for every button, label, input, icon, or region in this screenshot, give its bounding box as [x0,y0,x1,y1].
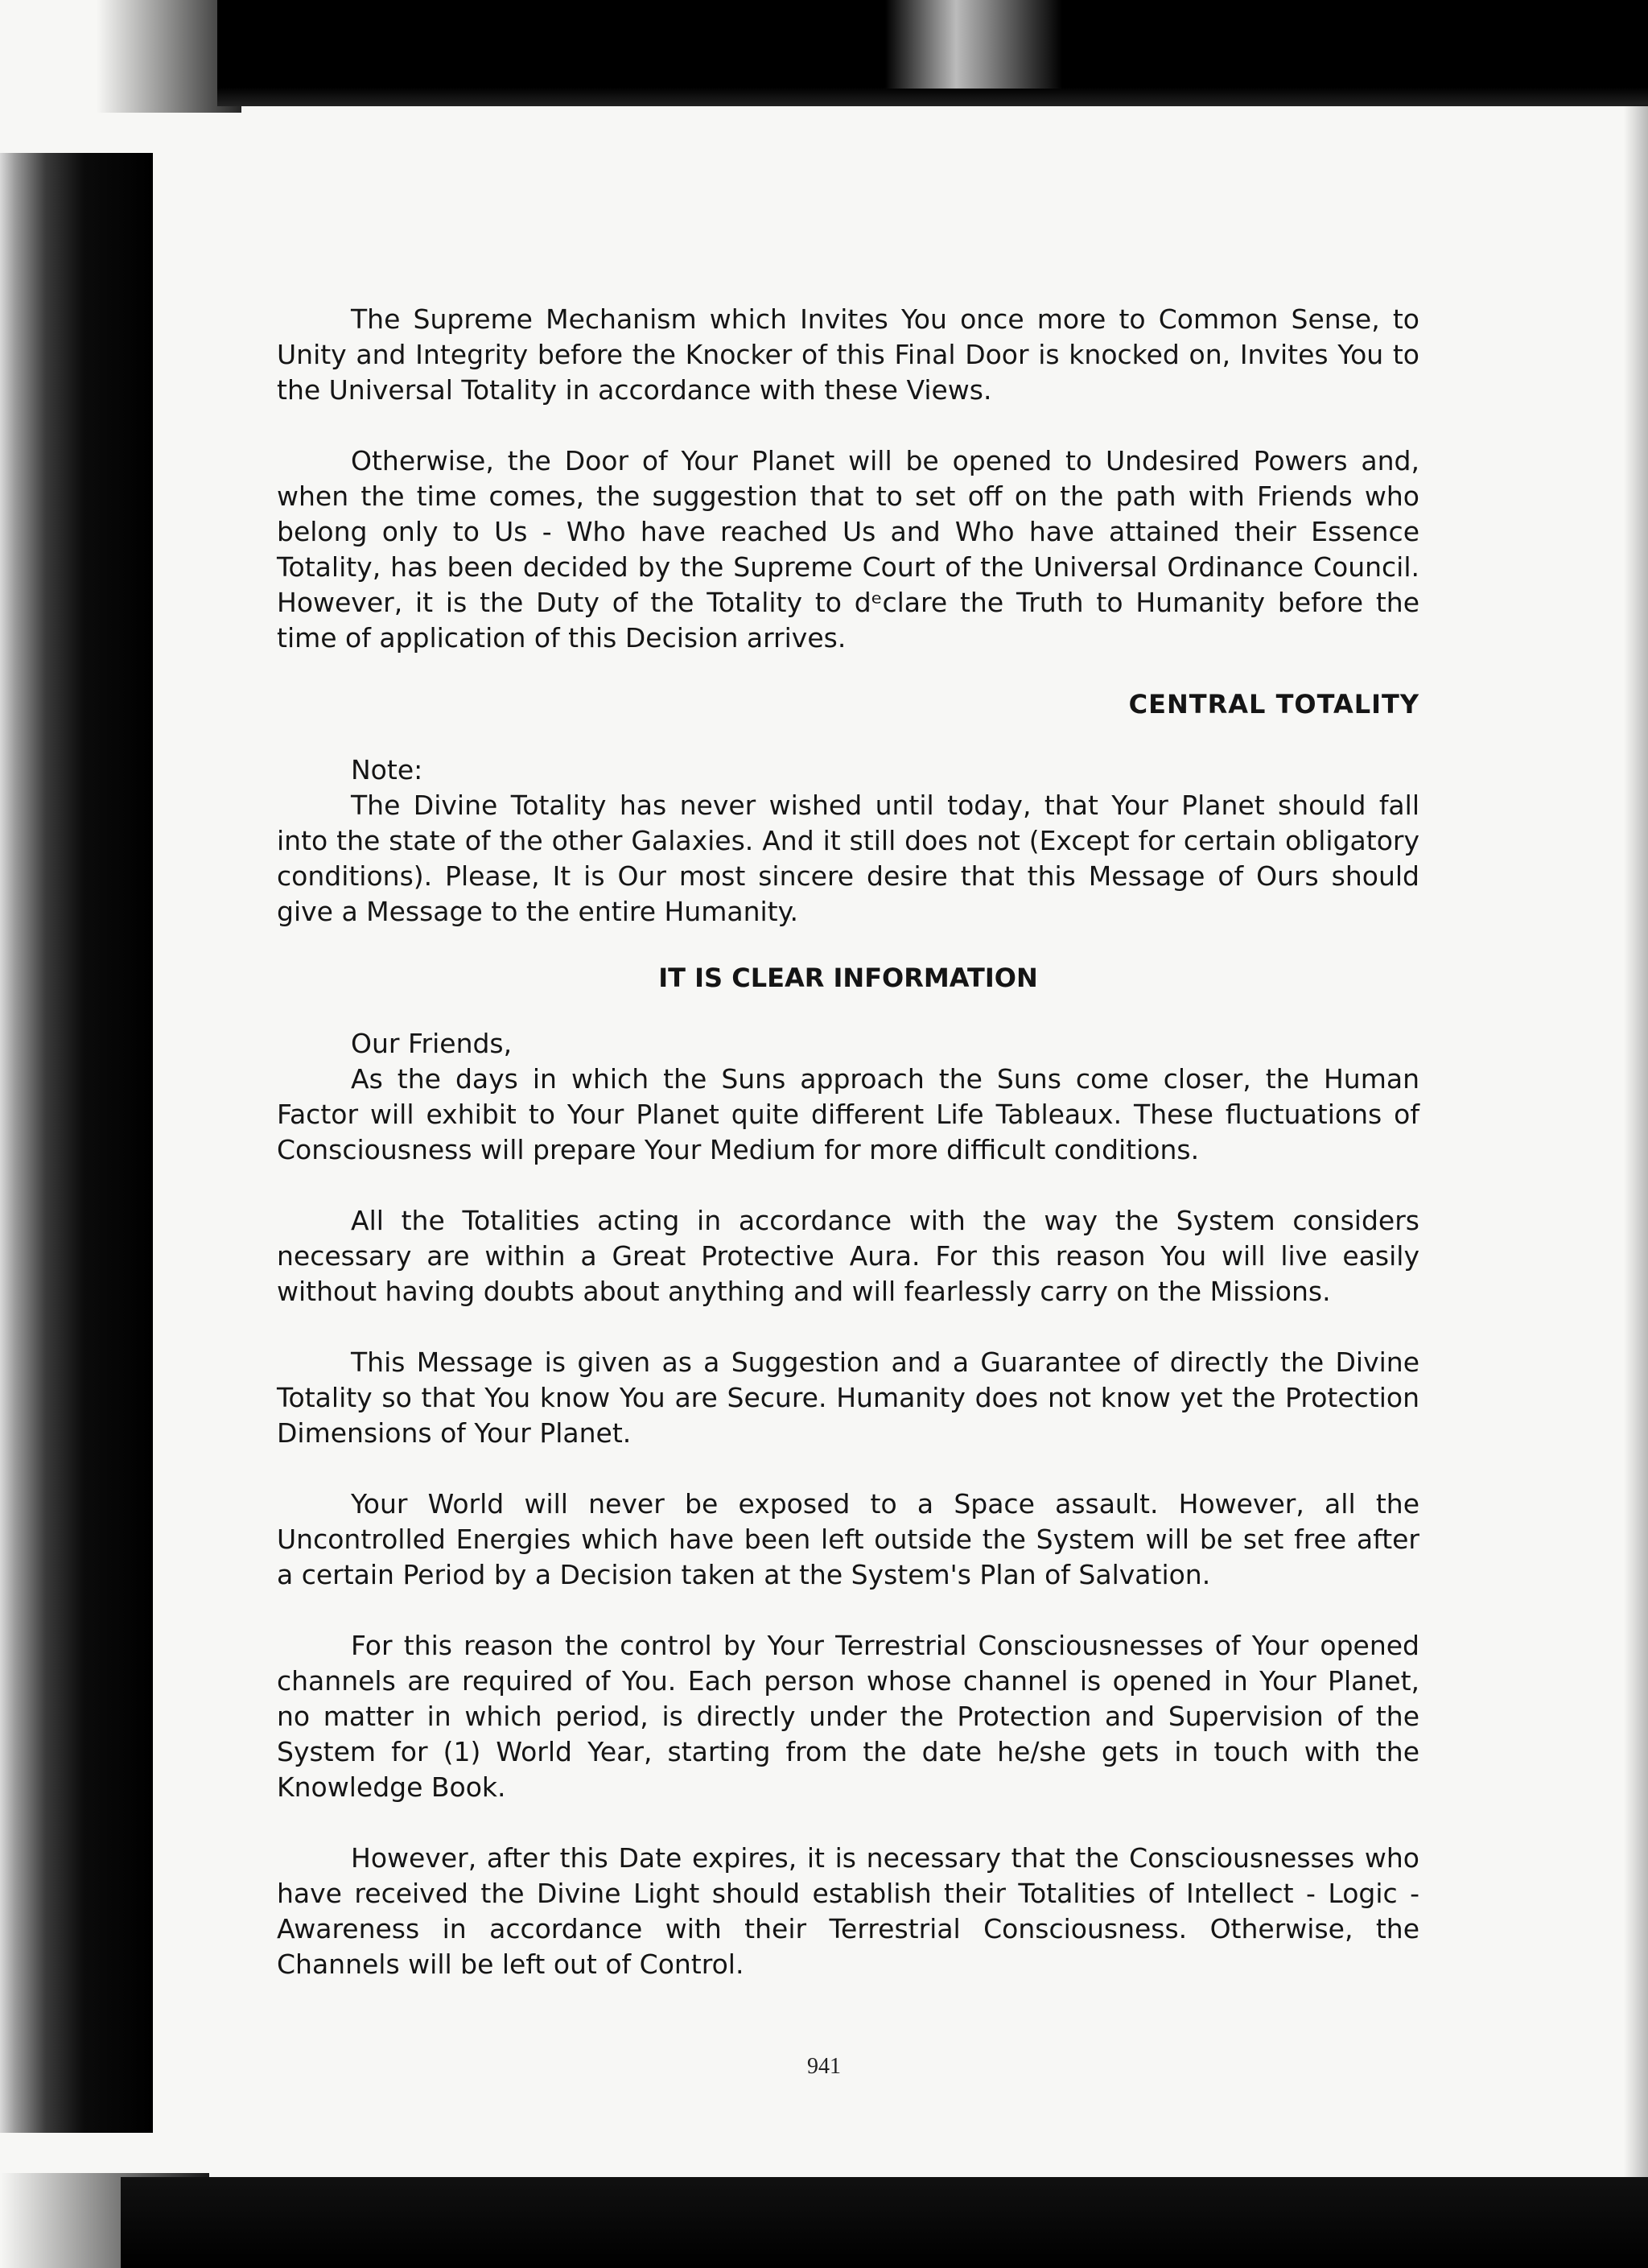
paragraph-5: This Message is given as a Suggestion and a Guarantee of directly the Divine Totality so that You know You are Secure. Humanity does not know yet the Protection Dimensions of Your Planet. [277,1346,1419,1449]
note-text: The Divine Totality has never wished until today, that Your Planet should fall into the state of the other Galaxies. And it still does not (Except for certain obligatory conditions). Please, It is Our most sincere desire that this Message of Ours should give a Message to the entire Humanity. [277,790,1419,927]
paragraph-1: The Supreme Mechanism which Invites You once more to Common Sense, to Unity and Integrity before the Knocker of this Final Door is knocked on, Invites You to the Universal Totality in accordance with these Views. [277,303,1419,406]
paragraph-6: Your World will never be exposed to a Space assault. However, all the Uncontrolled Energies which have been left outside the System will be set free after a certain Period by a Decision taken at the System's Plan of Salvation. [277,1488,1419,1590]
paragraph-8: However, after this Date expires, it is necessary that the Consciousnesses who have received the Divine Light should establish their Totalities of Intellect - Logic - Awareness in accordance with their Terrestrial Consciousness. Otherwise, the Channels will be left out of Control. [277,1842,1419,1980]
scan-right-edge [1624,105,1648,2181]
section-heading: IT IS CLEAR INFORMATION [658,963,1038,993]
scan-binding-shadow [0,153,153,2133]
paragraph-2: Otherwise, the Door of Your Planet will be opened to Undesired Powers and, when the time comes, the suggestion that to set off on the path with Friends who belong only to Us - Who have reached Us and Who have attained their Essence Totality, has been decided by the Supreme Court of the Universal Ordinance Council. However, it is the Duty of the Totality to dᵉclare the Truth to Humanity before the time of application of this Decision arrives. [277,445,1419,654]
paragraph-7: For this reason the control by Your Terrestrial Consciousnesses of Your opened channels are required of You. Each person whose channel is opened in Your Planet, no matter in which period, is directly under the Protection and Supervision of the System for (1) World Year, starting from the date he/she gets in touch with the Knowledge Book. [277,1630,1419,1803]
scan-glare [885,0,1062,89]
note-label: Note: [351,754,423,786]
paragraph-3: As the days in which the Suns approach the Suns come closer, the Human Factor will exhibit to Your Planet quite different Life Tableaux. These fluctuations of Consciousness will prepare Your Medium for more difficult conditions. [277,1063,1419,1165]
scan-bottom-edge [121,2177,1648,2268]
page-body [277,302,1419,1982]
signature-heading: CENTRAL TOTALITY [1128,689,1419,720]
page-number: 941 [807,2054,841,2079]
scan-top-edge-fade [0,0,241,113]
salutation: Our Friends, [351,1028,513,1059]
paragraph-4: All the Totalities acting in accordance with the way the System considers necessary are within a Great Protective Aura. For this reason You will live easily without having doubts about anything and will fearlessly carry on the Missions. [277,1205,1419,1307]
